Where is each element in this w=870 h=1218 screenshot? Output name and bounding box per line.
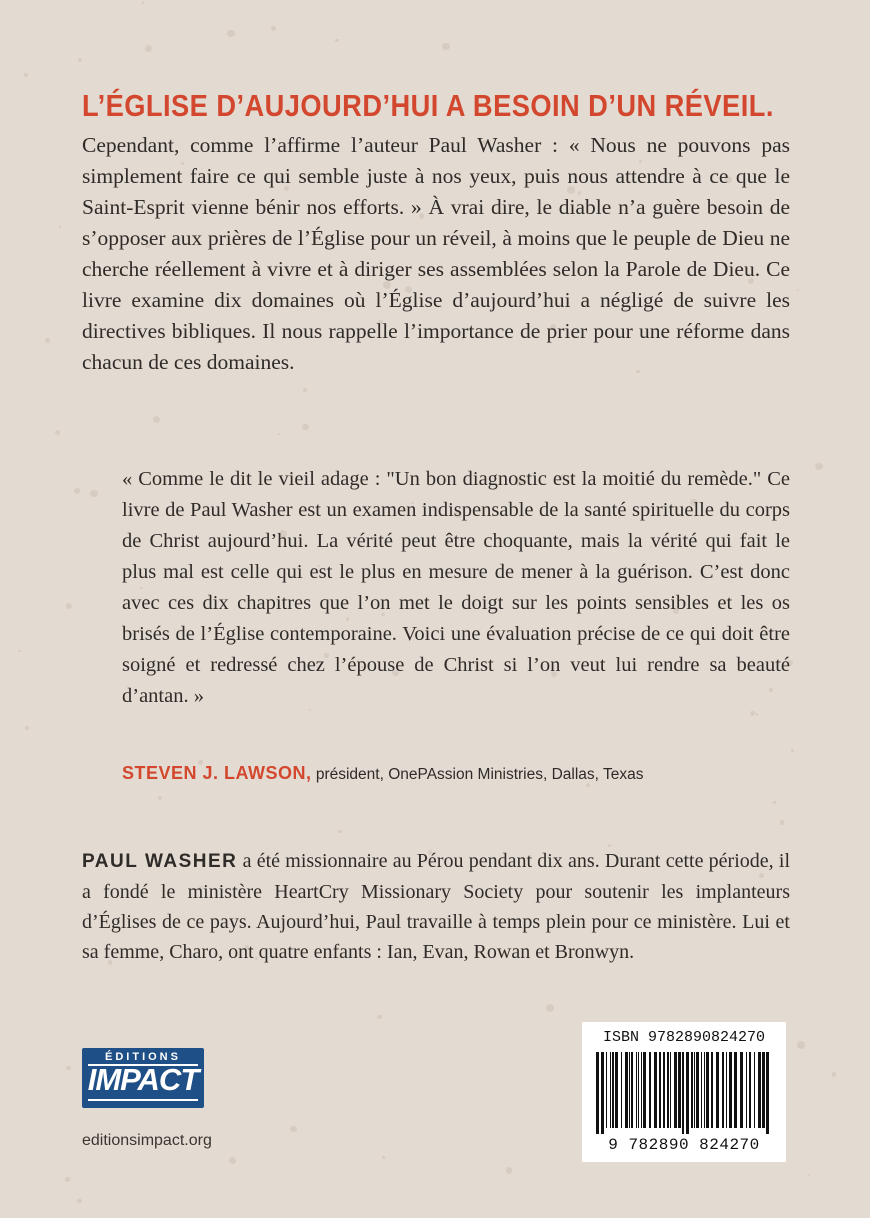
barcode-bar: [610, 1052, 611, 1128]
headline: L’ÉGLISE D’AUJOURD’HUI A BESOIN D’UN RÉVEIL.: [82, 88, 774, 123]
barcode-bar: [629, 1052, 630, 1128]
barcode-bar: [726, 1052, 727, 1128]
barcode-bar: [670, 1052, 671, 1128]
barcode-bar: [654, 1052, 657, 1128]
barcode-bar: [704, 1052, 705, 1128]
barcode-bar: [716, 1052, 719, 1128]
barcode-bar: [643, 1052, 646, 1128]
barcode-bar: [696, 1052, 699, 1128]
barcode-bar: [621, 1052, 622, 1128]
isbn-label: ISBN 9782890824270: [602, 1029, 766, 1046]
barcode-bar: [754, 1052, 755, 1128]
endorsement-attribution: [122, 763, 790, 784]
barcode-bar: [615, 1052, 618, 1128]
endorser-name: STEVEN J. LAWSON,: [122, 763, 312, 783]
barcode-bar: [758, 1052, 761, 1128]
logo-rule: [88, 1099, 198, 1101]
barcode-bar: [734, 1052, 737, 1128]
barcode-bar: [638, 1052, 639, 1128]
author-bio-text: a été missionnaire au Pérou pendant dix ans. Durant cette période, il a fondé le ministère HeartCry Missionary Society pour soutenir les implanteurs d’Églises de ce pays. Aujourd’hui, Paul travaille à temps plein pour ce ministère. Lui et sa femme, Charo, ont quatre enfants : Ian, Evan, Rowan et Bronwyn.: [82, 850, 790, 963]
barcode-bar: [766, 1052, 769, 1134]
barcode-bar: [701, 1052, 702, 1128]
publisher-logo: [82, 1048, 204, 1108]
endorser-details: président, OnePAssion Ministries, Dallas, Texas: [311, 766, 644, 783]
barcode-bar: [649, 1052, 651, 1128]
barcode-bar: [631, 1052, 633, 1128]
barcode-bar: [659, 1052, 661, 1128]
author-name: PAUL WASHER: [82, 851, 238, 872]
barcode-bar: [667, 1052, 669, 1128]
barcode-bar: [711, 1052, 713, 1128]
barcode-bar: [740, 1052, 743, 1128]
barcode-bar: [596, 1052, 599, 1134]
barcode-bar: [691, 1052, 693, 1128]
logo-main-text: IMPACT: [87, 1062, 199, 1097]
barcode-bar: [749, 1052, 751, 1128]
barcode-bar: [762, 1052, 765, 1128]
barcode-bar: [601, 1052, 604, 1134]
barcode-bar: [694, 1052, 695, 1128]
barcode-bar: [606, 1052, 607, 1128]
barcode-bar: [674, 1052, 677, 1128]
barcode-bar: [636, 1052, 637, 1128]
barcode: [582, 1022, 786, 1162]
endorsement-quote: « Comme le dit le vieil adage : "Un bon diagnostic est la moitié du remède." Ce livre de Paul Washer est un examen indispensable de la santé spirituelle du corps de Christ aujourd’hui. La vérité peut être choquante, mais la vérité qui fait le plus mal est celle qui est le plus en mesure de mener à la guérison. C’est donc avec ces dix chapitres que l’on met le doigt sur les points sensibles et les os brisés de l’Église contemporaine. Voici une évaluation précise de ce qui doit être soigné et redressé chez l’épouse de Christ si l’on veut lui rendre sa beauté d’antan. »: [122, 468, 790, 707]
barcode-bar: [729, 1052, 732, 1128]
logo-top-text: ÉDITIONS: [105, 1051, 181, 1063]
barcode-bars: [594, 1052, 774, 1134]
barcode-bar: [682, 1052, 684, 1134]
barcode-bar: [625, 1052, 628, 1128]
barcode-digits: 9 782890 824270: [608, 1136, 760, 1154]
barcode-bar: [686, 1052, 689, 1134]
author-bio: [82, 846, 790, 967]
barcode-bar: [722, 1052, 724, 1128]
publisher-website: editionsimpact.org: [82, 1132, 212, 1149]
barcode-bar: [641, 1052, 642, 1128]
barcode-bar: [612, 1052, 614, 1128]
barcode-bar: [663, 1052, 665, 1128]
barcode-bar: [678, 1052, 681, 1128]
barcode-bar: [746, 1052, 747, 1128]
intro-paragraph: Cependant, comme l’affirme l’auteur Paul Washer : « Nous ne pouvons pas simplement faire ce qui semble juste à nos yeux, puis nous attendre à ce que le Saint-Esprit vienne bénir nos efforts. » À vrai dire, le diable n’a guère besoin de s’opposer aux prières de l’Église pour un réveil, à moins que le peuple de Dieu ne cherche réellement à vivre et à diriger ses assemblées selon la Parole de Dieu. Ce livre examine dix domaines où l’Église d’aujourd’hui a négligé de suivre les directives bibliques. Il nous rappelle l’importance de prier pour une réforme dans chacun de ces domaines.: [82, 133, 790, 374]
barcode-bar: [706, 1052, 709, 1128]
